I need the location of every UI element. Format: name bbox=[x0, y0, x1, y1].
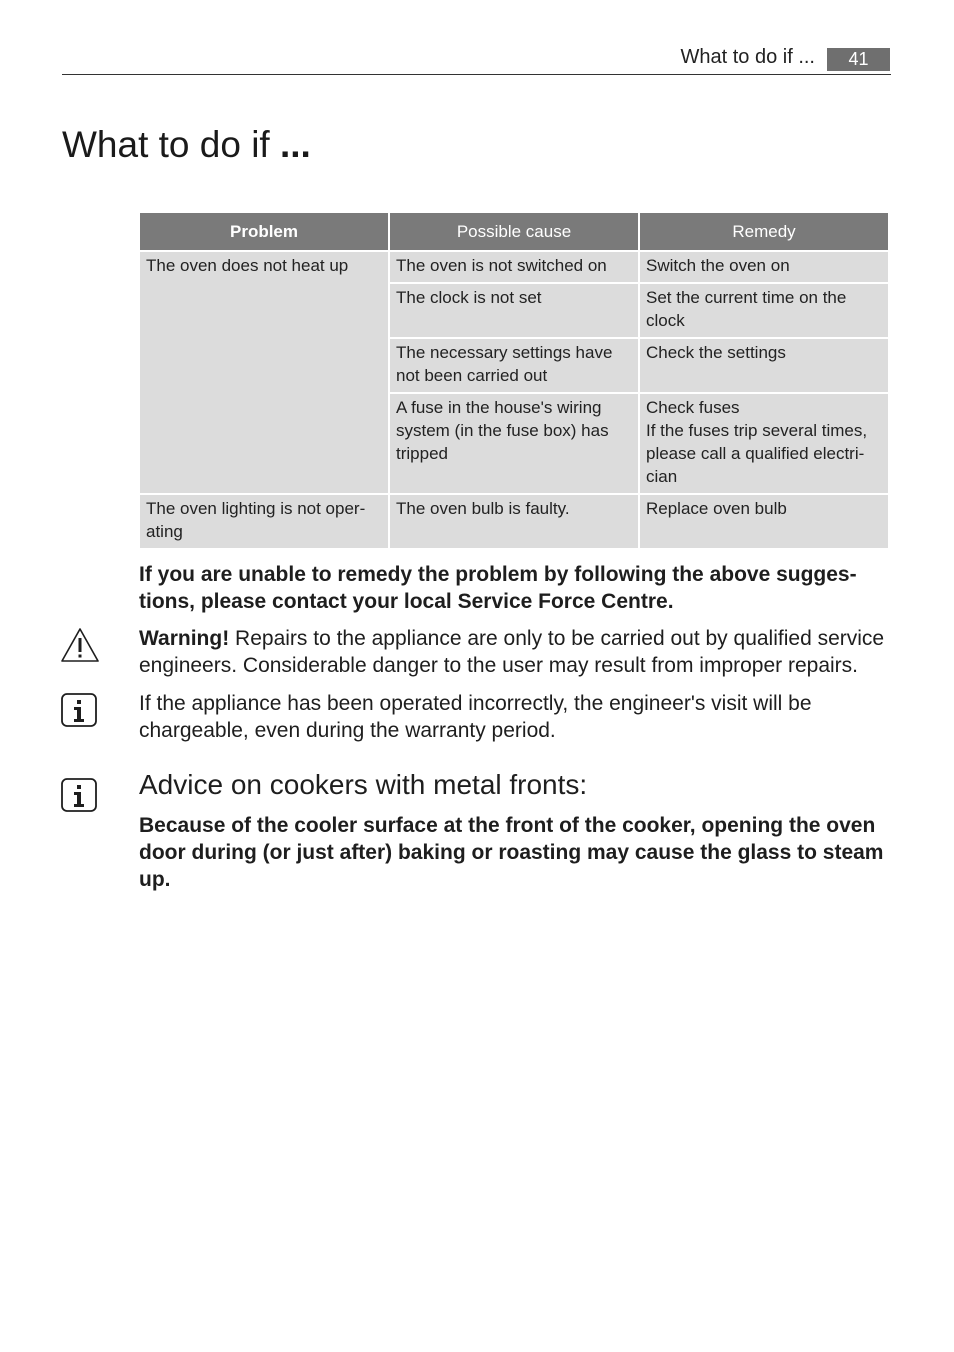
table-header-row bbox=[140, 213, 888, 250]
info-icon bbox=[60, 692, 98, 728]
problem-cell: The oven lighting is not oper-ating bbox=[140, 495, 388, 548]
warning-text: Repairs to the appliance are only to be carried out by qualified service engineers. Considerable danger to the user may result from improper repairs. bbox=[139, 627, 885, 677]
engineer-visit-note: If the appliance has been operated incorrectly, the engineer's visit will be chargeable, even during the warranty period. bbox=[139, 692, 812, 742]
remedy-line: Check fuses bbox=[646, 398, 740, 417]
cause-cell: The clock is not set bbox=[390, 284, 638, 337]
remedy-cell: Switch the oven on bbox=[640, 252, 888, 282]
metal-fronts-heading: Advice on cookers with metal fronts: bbox=[139, 769, 588, 800]
cause-cell: The oven bulb is faulty. bbox=[390, 495, 638, 548]
troubleshooting-table bbox=[138, 211, 890, 550]
page-number: 41 bbox=[827, 48, 890, 71]
cause-cell: A fuse in the house's wiring system (in the fuse box) has tripped bbox=[390, 394, 638, 493]
table-row bbox=[140, 252, 888, 282]
page-title bbox=[62, 124, 311, 166]
column-header-problem: Problem bbox=[140, 213, 388, 250]
metal-fronts-body: Because of the cooler surface at the front of the cooker, opening the oven door during (or just after) baking or roasting may cause the glass to steam up. bbox=[139, 814, 884, 891]
contact-service-note: If you are unable to remedy the problem by following the above sugges-tions, please contact your local Service Force Centre. bbox=[139, 563, 857, 613]
remedy-line: If the fuses trip several times, please call a qualified electri-cian bbox=[646, 421, 868, 486]
remedy-cell: Set the current time on the clock bbox=[640, 284, 888, 337]
remedy-cell: Replace oven bulb bbox=[640, 495, 888, 548]
warning-paragraph bbox=[139, 625, 891, 679]
problem-cell: The oven does not heat up bbox=[140, 252, 388, 493]
cause-cell: The necessary settings have not been carried out bbox=[390, 339, 638, 392]
warning-triangle-icon bbox=[60, 627, 100, 663]
header-divider bbox=[62, 74, 891, 75]
page-title-dots: ... bbox=[280, 124, 311, 165]
header-section-title: What to do if ... bbox=[680, 46, 815, 68]
table-row bbox=[140, 495, 888, 548]
remedy-cell: Check the settings bbox=[640, 339, 888, 392]
cause-cell: The oven is not switched on bbox=[390, 252, 638, 282]
info-icon bbox=[60, 777, 98, 813]
column-header-cause: Possible cause bbox=[390, 213, 638, 250]
warning-label: Warning! bbox=[139, 627, 230, 650]
column-header-remedy: Remedy bbox=[640, 213, 888, 250]
remedy-cell bbox=[640, 394, 888, 493]
page-title-text: What to do if bbox=[62, 124, 270, 165]
